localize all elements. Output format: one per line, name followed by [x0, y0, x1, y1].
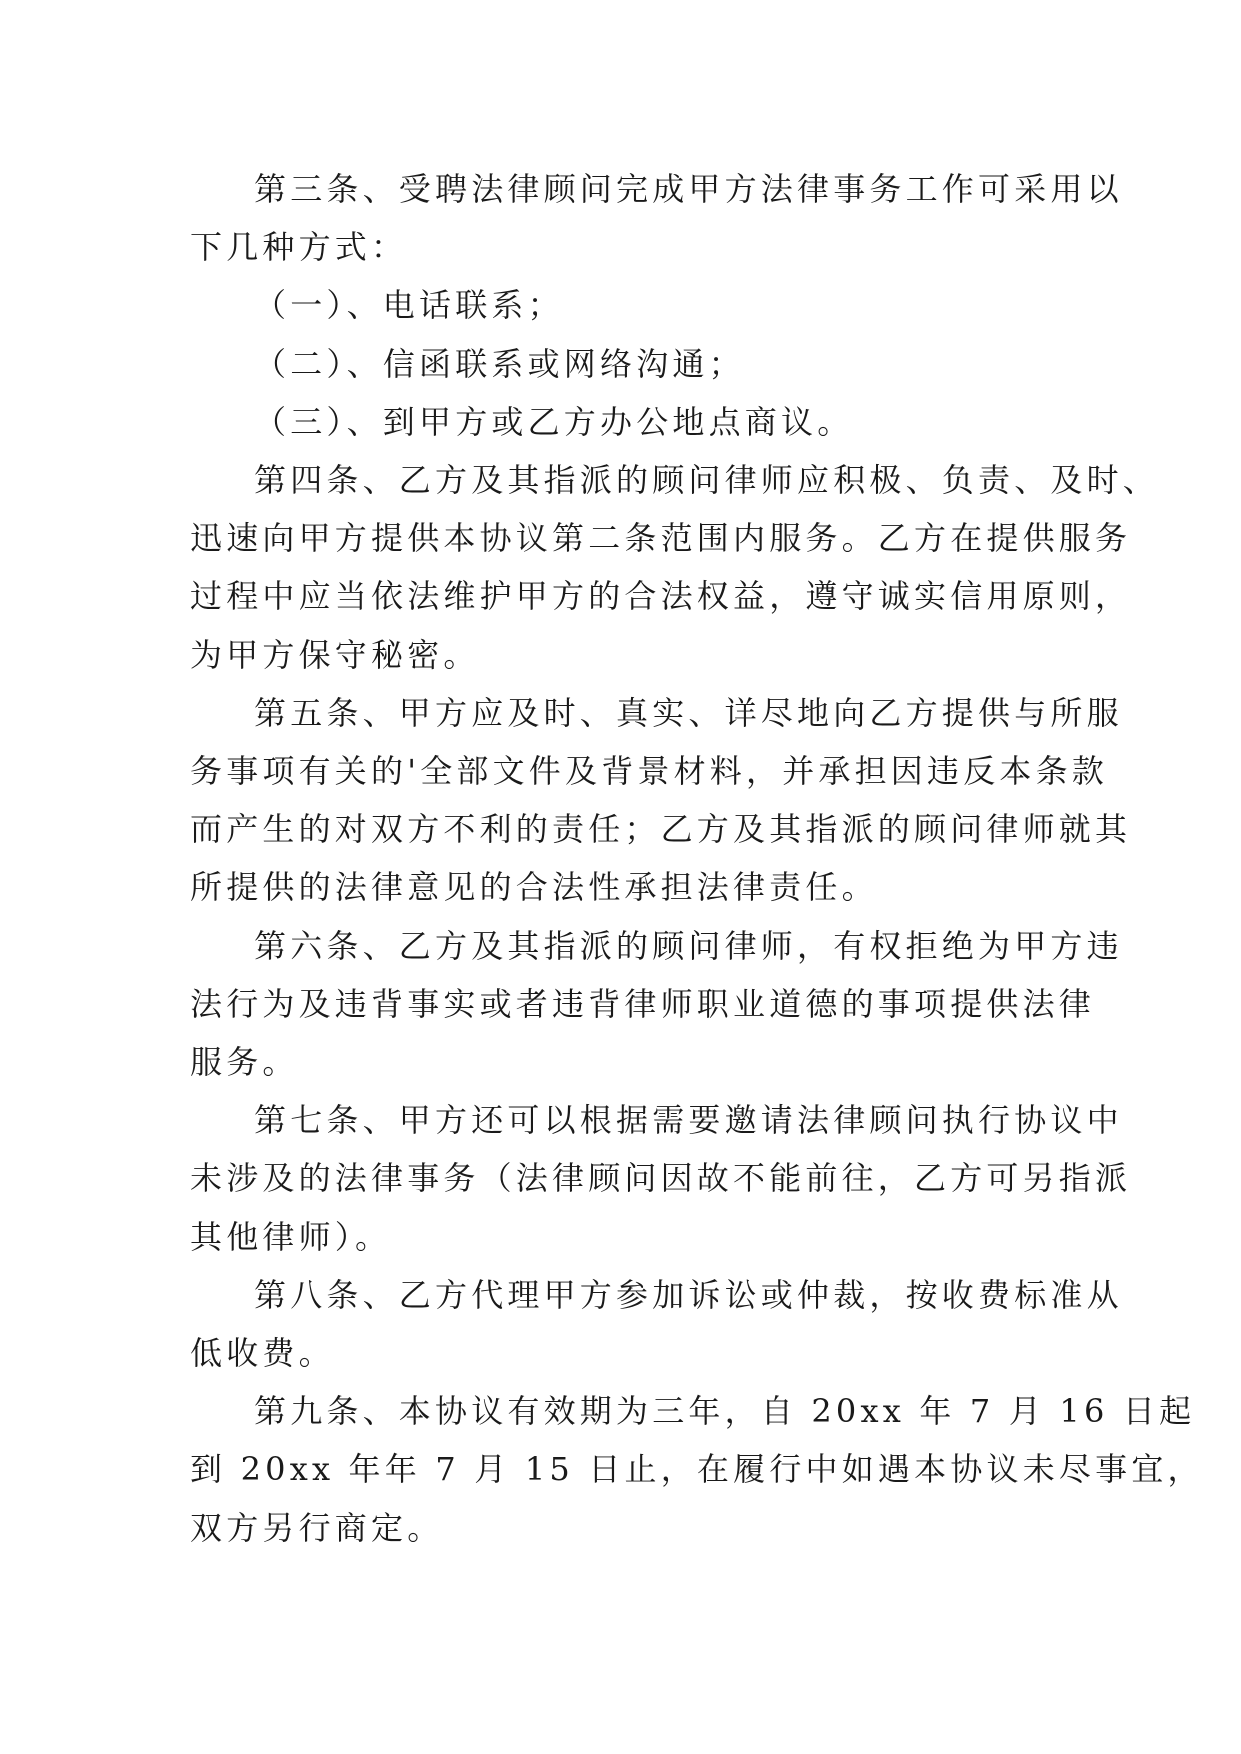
- article-3-line-2: 下几种方式：: [190, 228, 408, 267]
- document-body: [190, 160, 1204, 1557]
- article-5-line-4: 所提供的法律意见的合法性承担法律责任。: [190, 868, 878, 907]
- article-5-paragraph: [190, 684, 1132, 917]
- item-1-line: （一）、电话联系；: [254, 286, 564, 325]
- article-8-line-1: 第八条、乙方代理甲方参加诉讼或仲裁，按收费标准从: [254, 1275, 1123, 1314]
- article-6-paragraph: [190, 917, 1123, 1092]
- item-3-paragraph: [190, 393, 1054, 451]
- article-4-line-2: 迅速向甲方提供本协议第二条范围内服务。乙方在提供服务: [190, 519, 1132, 558]
- article-8-line-2: 低收费。: [190, 1334, 335, 1373]
- article-3-paragraph: [190, 160, 1123, 276]
- article-4-line-4: 为甲方保守秘密。: [190, 635, 480, 674]
- article-7-line-2: 未涉及的法律事务（法律顾问因故不能前往，乙方可另指派: [190, 1159, 1132, 1198]
- article-3-line-1: 第三条、受聘法律顾问完成甲方法律事务工作可采用以: [254, 170, 1123, 208]
- article-6-line-1: 第六条、乙方及其指派的顾问律师，有权拒绝为甲方违: [254, 926, 1123, 965]
- article-6-line-2: 法行为及违背事实或者违背律师职业道德的事项提供法律: [190, 984, 1096, 1023]
- item-3-line: （三）、到甲方或乙方办公地点商议。: [254, 402, 854, 441]
- article-8-paragraph: [190, 1266, 1123, 1382]
- article-5-line-2: 务事项有关的'全部文件及背景材料，并承担因违反本条款: [190, 752, 1108, 791]
- item-2-line: （二）、信函联系或网络沟通；: [254, 344, 745, 383]
- article-7-line-3: 其他律师）。: [190, 1217, 392, 1256]
- article-4-paragraph: [190, 451, 1160, 684]
- article-9-paragraph: [190, 1382, 1204, 1557]
- article-5-line-1: 第五条、甲方应及时、真实、详尽地向乙方提供与所服: [254, 693, 1123, 732]
- article-4-line-1: 第四条、乙方及其指派的顾问律师应积极、负责、及时、: [254, 461, 1160, 500]
- item-2-paragraph: [190, 335, 1054, 393]
- article-7-line-1: 第七条、甲方还可以根据需要邀请法律顾问执行协议中: [254, 1101, 1123, 1140]
- article-7-paragraph: [190, 1091, 1132, 1266]
- article-9-line-1: 第九条、本协议有效期为三年，自 20xx 年 7 月 16 日起: [254, 1392, 1196, 1431]
- article-5-line-3: 而产生的对双方不利的责任；乙方及其指派的顾问律师就其: [190, 810, 1132, 849]
- article-9-line-3: 双方另行商定。: [190, 1508, 444, 1547]
- article-9-line-2: 到 20xx 年年 7 月 15 日止，在履行中如遇本协议未尽事宜，: [190, 1450, 1204, 1489]
- item-1-paragraph: [190, 276, 1054, 334]
- article-6-line-3: 服务。: [190, 1043, 299, 1082]
- article-4-line-3: 过程中应当依法维护甲方的合法权益，遵守诚实信用原则，: [190, 577, 1132, 616]
